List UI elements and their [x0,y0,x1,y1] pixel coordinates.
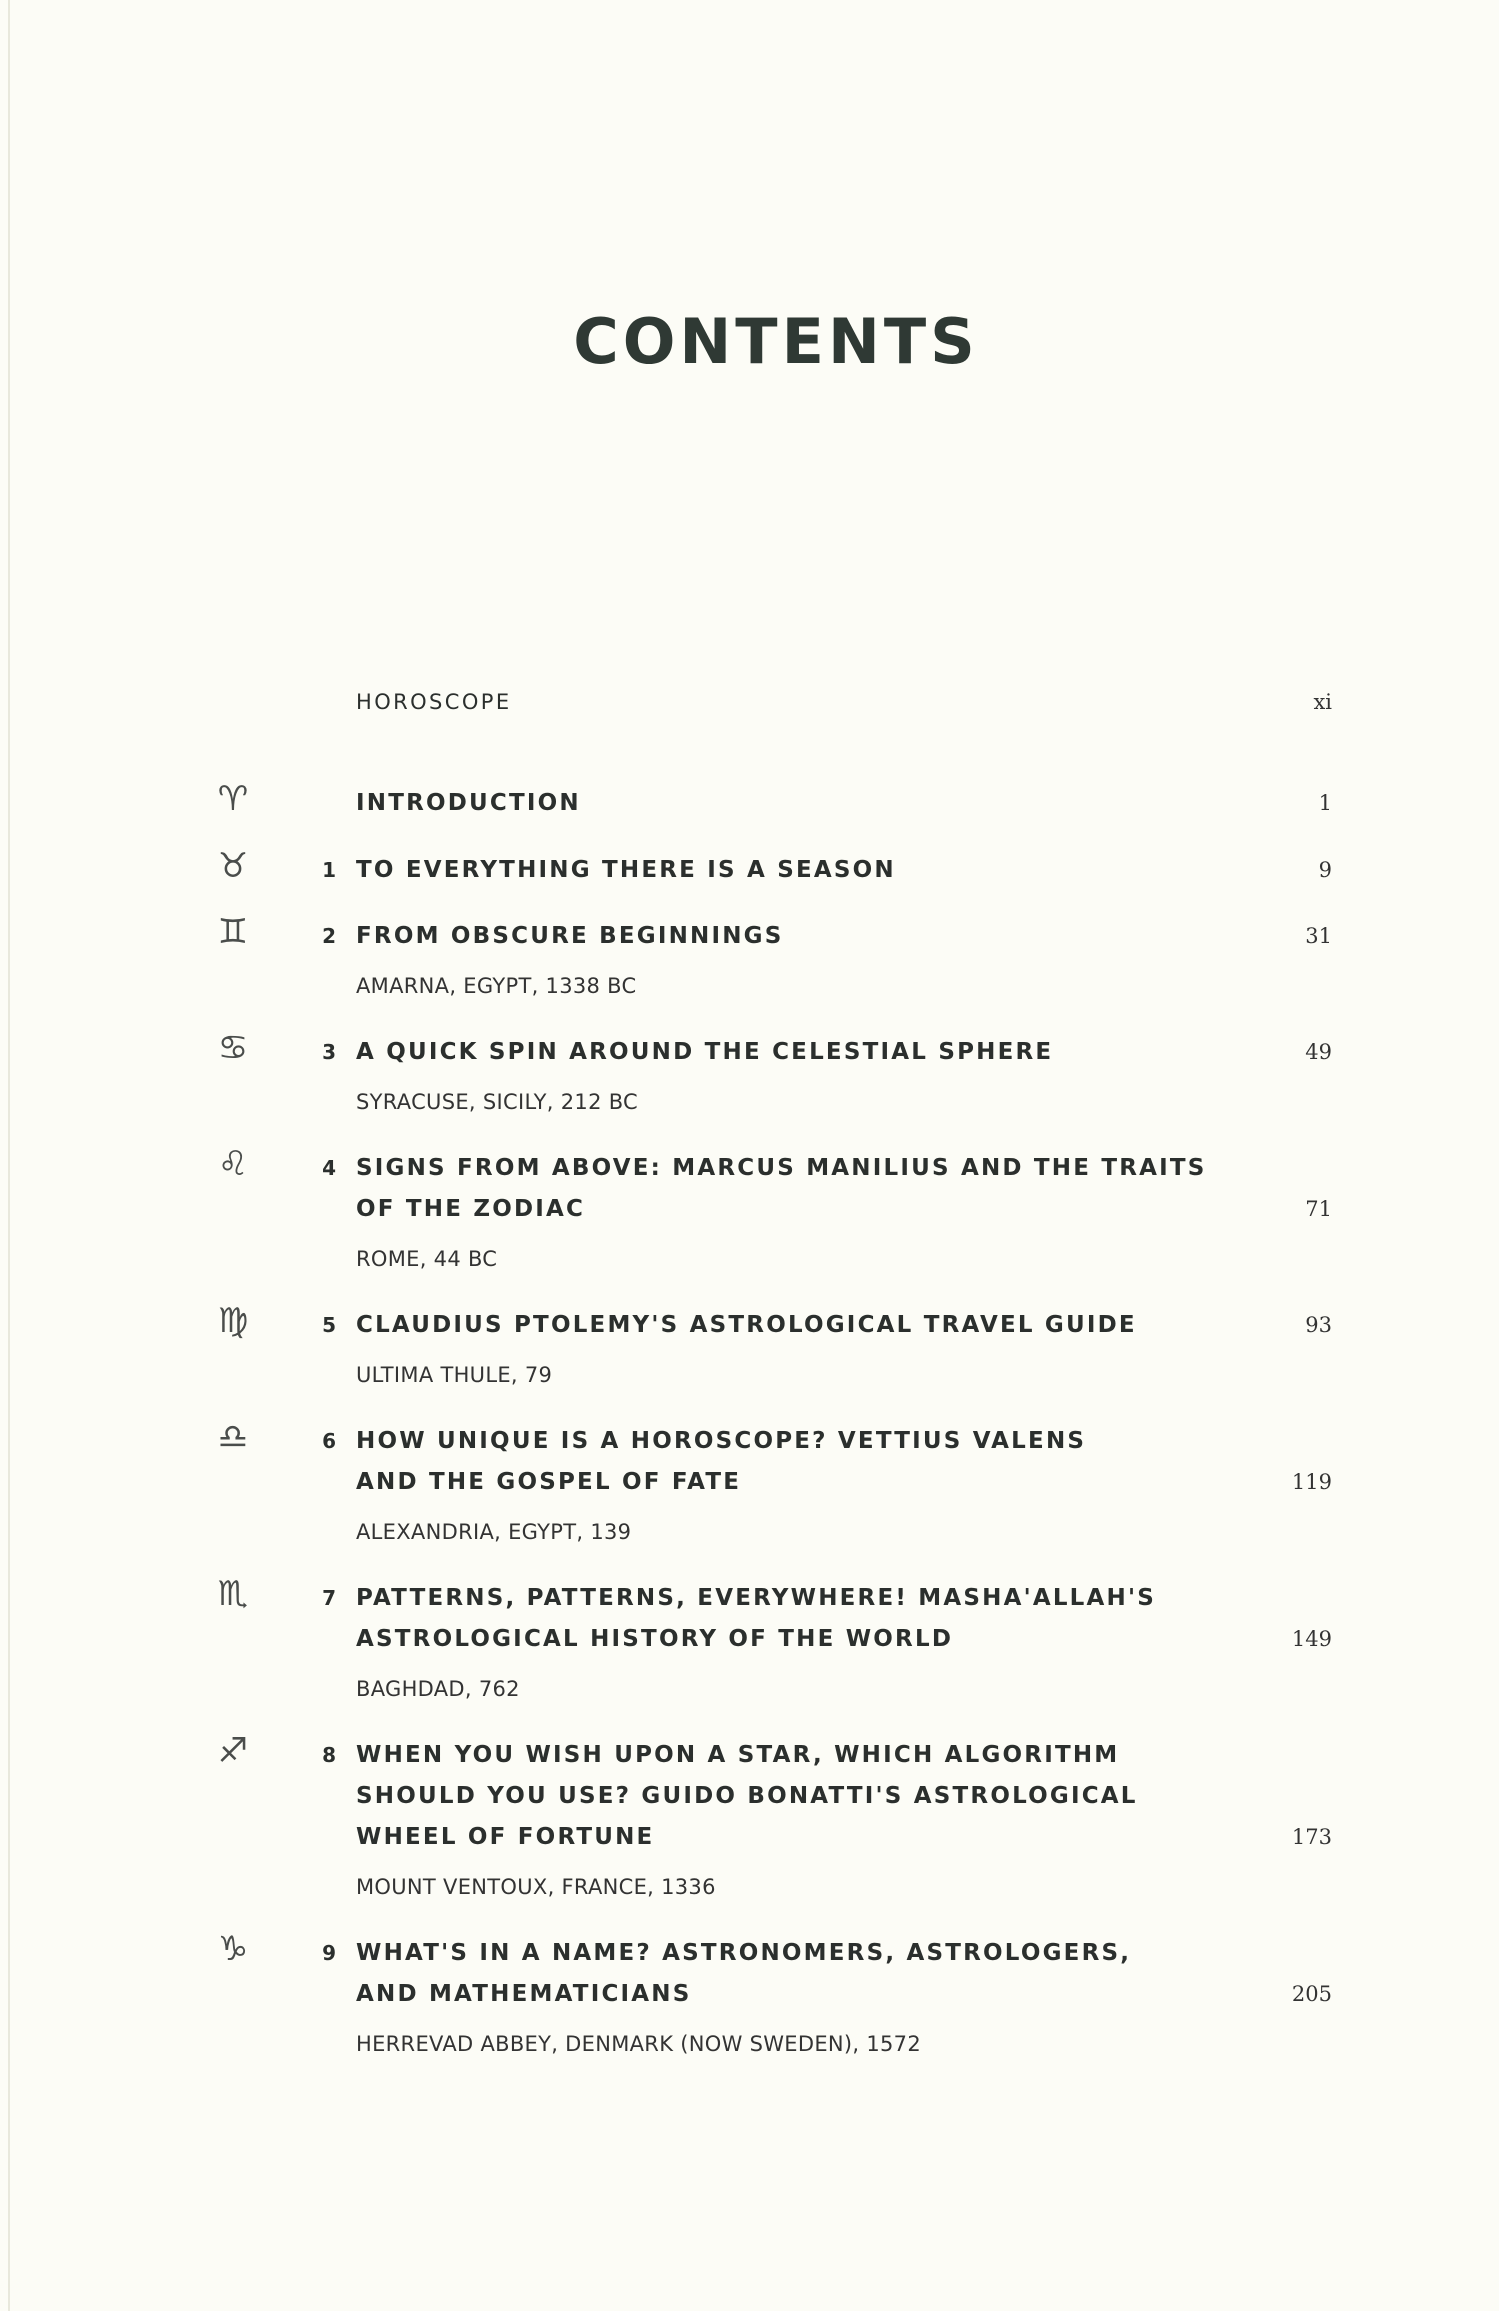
page-number: 173 [1291,1825,1332,1849]
entry-location: ALEXANDRIA, EGYPT, 139 [356,1520,632,1544]
page-number: 149 [1291,1627,1332,1651]
toc-entry[interactable] [0,1144,1499,1280]
chapter-number: 1 [322,858,336,882]
toc-entry[interactable] [0,1929,1499,2065]
toc-entry[interactable] [0,779,1499,824]
entry-location: HERREVAD ABBEY, DENMARK (NOW SWEDEN), 1572 [356,2032,922,2056]
entry-text [356,682,1216,723]
page-number: 9 [1318,858,1332,882]
entry-title-line: FROM OBSCURE BEGINNINGS [356,923,784,949]
virgo-icon: ♍︎ [217,1301,249,1341]
page-title: CONTENTS [573,305,979,378]
entry-title-line: HOW UNIQUE IS A HOROSCOPE? VETTIUS VALENS [356,1428,1087,1454]
chapter-number: 9 [322,1941,336,1965]
chapter-number: 2 [322,924,336,948]
entry-title-line: WHAT'S IN A NAME? ASTRONOMERS, ASTROLOGERS, [356,1940,1132,1966]
cancer-icon: ♋︎ [217,1028,249,1068]
entry-title-line: AND MATHEMATICIANS [356,1981,692,2007]
page-number: 205 [1291,1982,1332,2006]
entry-text [356,1578,1216,1710]
page-number: 31 [1305,924,1332,948]
page-number: 119 [1291,1470,1332,1494]
entry-text [356,1735,1216,1908]
chapter-number: 7 [322,1586,336,1610]
toc-entry[interactable] [0,682,1499,723]
entry-title-line: SHOULD YOU USE? GUIDO BONATTI'S ASTROLOGICAL [356,1783,1138,1809]
entry-title-line: TO EVERYTHING THERE IS A SEASON [356,857,896,883]
entry-title-line: WHEEL OF FORTUNE [356,1824,655,1850]
entry-text [356,783,1216,824]
aries-icon: ♈︎ [217,779,249,819]
entry-text [356,850,1216,891]
toc-entry[interactable] [0,846,1499,891]
scorpio-icon: ♏︎ [217,1574,249,1614]
entry-title-line: PATTERNS, PATTERNS, EVERYWHERE! MASHA'ALLAH'S [356,1585,1156,1611]
entry-title-line: INTRODUCTION [356,790,581,816]
entry-location: BAGHDAD, 762 [356,1677,520,1701]
toc-entry[interactable] [0,1417,1499,1553]
page-number: 1 [1318,791,1332,815]
chapter-number: 8 [322,1743,336,1767]
libra-icon: ♎︎ [217,1417,249,1457]
page-number: 49 [1305,1040,1332,1064]
entry-title-line: A QUICK SPIN AROUND THE CELESTIAL SPHERE [356,1039,1054,1065]
entry-text [356,1032,1216,1123]
entry-title-line: CLAUDIUS PTOLEMY'S ASTROLOGICAL TRAVEL GUIDE [356,1312,1137,1338]
chapter-number: 4 [322,1156,336,1180]
entry-title-line: OF THE ZODIAC [356,1196,586,1222]
chapter-number: 5 [322,1313,336,1337]
entry-location: MOUNT VENTOUX, FRANCE, 1336 [356,1875,716,1899]
chapter-number: 3 [322,1040,336,1064]
toc-entry[interactable] [0,1028,1499,1123]
entry-location: ROME, 44 BC [356,1247,498,1271]
leo-icon: ♌︎ [217,1144,249,1184]
toc-entry[interactable] [0,912,1499,1007]
entry-text [356,1148,1216,1280]
toc-entry[interactable] [0,1731,1499,1908]
entry-location: ULTIMA THULE, 79 [356,1363,553,1387]
entry-text [356,1305,1216,1396]
capricorn-icon: ♑︎ [217,1929,249,1969]
entry-location: AMARNA, EGYPT, 1338 BC [356,974,637,998]
entry-text [356,1933,1216,2065]
sagittarius-icon: ♐︎ [217,1731,249,1771]
entry-title-line: ASTROLOGICAL HISTORY OF THE WORLD [356,1626,954,1652]
entry-title-line: SIGNS FROM ABOVE: MARCUS MANILIUS AND THE TRAITS [356,1155,1207,1181]
entry-title-line: WHEN YOU WISH UPON A STAR, WHICH ALGORITHM [356,1742,1120,1768]
table-of-contents [0,682,1499,2090]
page-number: xi [1313,690,1332,714]
entry-text [356,916,1216,1007]
chapter-number: 6 [322,1429,336,1453]
page-number: 93 [1305,1313,1332,1337]
entry-location: SYRACUSE, SICILY, 212 BC [356,1090,639,1114]
gemini-icon: ♊︎ [217,912,249,952]
toc-entry[interactable] [0,1574,1499,1710]
page-number: 71 [1305,1197,1332,1221]
entry-title-line: HOROSCOPE [356,690,512,714]
toc-entry[interactable] [0,1301,1499,1396]
entry-text [356,1421,1216,1553]
entry-title-line: AND THE GOSPEL OF FATE [356,1469,742,1495]
taurus-icon: ♉︎ [217,846,249,886]
